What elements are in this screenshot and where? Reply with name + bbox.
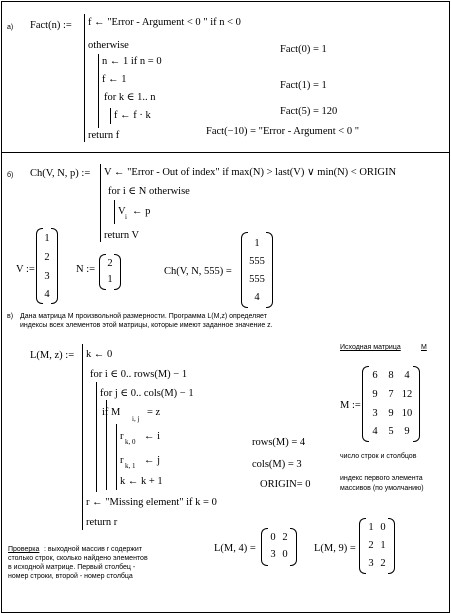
ch-line-3-assign: ← p [132,206,151,217]
l9-matrix [359,518,395,574]
l-line-5-sub: k, 0 [125,438,136,446]
l9-label: L(M, 9) = [314,543,356,554]
m-cell-2-2: 10 [401,408,413,419]
ch-result-0: 1 [254,238,260,249]
note-index-1: индекс первого элемента [340,475,423,482]
l4-cell-1-0: 3 [270,549,276,560]
rows-result: rows(M) = 4 [252,437,306,448]
m-cell-3-1: 5 [388,426,394,437]
check-line-1: : выходной массив r содержит [44,546,143,553]
check-line-4: номер строки, второй - номер столбца [8,573,133,580]
m-cell-0-0: 6 [372,370,378,381]
fact-result-neg: Fact(−10) = "Error - Argument < 0 " [206,126,359,137]
v-value-1: 2 [44,252,50,263]
source-matrix-name: M [421,344,427,351]
l-line-4-sub: i, j [132,415,140,423]
m-cell-2-0: 3 [372,408,378,419]
fact-line-3: n ← 1 if n = 0 [102,56,162,67]
fact-result-5: Fact(5) = 120 [280,106,338,117]
l-line-1: k ← 0 [86,349,113,360]
m-label: M := [340,400,361,411]
l-line-6-sub: k, 1 [125,462,136,470]
section-c-description-1: Дана матрица M произвольной размерности. Программа L(M,z) определяет [20,313,267,320]
l-line-6-assign: ← j [144,455,161,466]
fact-line-7: return f [88,130,120,141]
l-line-5-r: r [120,431,124,442]
l-line-4-if: if M [102,407,121,418]
v-label: V := [16,264,35,275]
m-cell-0-1: 8 [388,370,394,381]
l9-cell-2-0: 3 [368,558,374,569]
v-value-0: 1 [44,233,50,244]
l9-cell-1-0: 2 [368,540,374,551]
ch-result-right-paren [266,232,273,308]
fact-line-1: f ← "Error - Argument < 0 " if n < 0 [88,17,241,28]
m-cell-3-0: 4 [372,426,378,437]
v-right-paren [51,228,58,304]
n-right-paren [114,254,121,290]
section-c-description-2: индексы всех элементов этой матрицы, которые имеют заданное значение z. [20,322,273,329]
m-cell-1-0: 9 [372,389,378,400]
v-value-3: 4 [44,289,50,300]
l4-right-paren [290,528,297,566]
fact-line-6: f ← f · k [114,110,151,121]
l9-right-paren [388,518,395,574]
section-a-marker: а) [7,24,14,31]
section-divider-1 [2,152,449,153]
check-line-2: столько строк, сколько найдено элементов [8,555,148,562]
section-c-marker: в) [7,313,14,320]
fact-line-2: otherwise [88,40,129,51]
l9-cell-2-1: 2 [380,558,386,569]
ch-result-2: 555 [249,274,265,285]
v-value-2: 3 [44,271,50,282]
m-matrix [362,366,420,442]
l-definition: L(M, z) := [30,350,75,361]
fact-line-5: for k ∈ 1.. n [104,92,156,103]
ch-line-3-v: V [118,206,126,217]
l-if-bar [116,424,117,490]
l4-cell-1-1: 0 [282,549,288,560]
ch-result-3: 4 [254,292,260,303]
m-cell-1-2: 12 [401,389,413,400]
cols-result: cols(M) = 3 [252,459,302,470]
ch-line-1: V ← "Error - Out of index" if max(N) > last(V) ∨ min(N) < ORIGIN [104,167,397,178]
n-label: N := [76,264,96,275]
l-line-4-cond: = z [147,407,161,418]
l4-matrix [261,528,297,566]
l9-cell-0-1: 0 [380,522,386,533]
m-cell-1-1: 7 [388,389,394,400]
ch-line-2: for i ∈ N otherwise [108,186,190,197]
fact-loop-bar [110,108,111,124]
fact-result-0: Fact(0) = 1 [280,44,327,55]
m-right-paren [413,366,420,442]
n-value-1: 1 [107,274,113,285]
source-matrix-title: Исходная матрица [340,344,401,351]
fact-program-bar [84,14,85,142]
l-line-7: k ← k + 1 [120,476,163,487]
ch-definition: Ch(V, N, p) := [30,168,91,179]
l-program-bar [82,344,83,530]
l-line-6-r: r [120,455,124,466]
l-line-3: for j ∈ 0.. cols(M) − 1 [100,388,194,399]
l4-cell-0-0: 0 [270,532,276,543]
ch-result-1: 555 [249,256,265,267]
fact-result-1: Fact(1) = 1 [280,80,327,91]
origin-result: ORIGIN= 0 [260,479,311,490]
check-title: Проверка [8,546,40,553]
l4-label: L(M, 4) = [214,543,256,554]
section-b-marker: б) [7,172,14,179]
l-loop-i-bar [96,382,97,492]
l9-cell-0-0: 1 [368,522,374,533]
l-line-8: r ← "Missing element" if k = 0 [86,497,217,508]
note-rows-cols: число строк и столбцов [340,453,417,460]
fact-definition: Fact(n) := [30,20,72,31]
l9-cell-1-1: 1 [380,540,386,551]
l4-cell-0-1: 2 [282,532,288,543]
ch-line-3-sub: i [125,213,127,221]
m-cell-0-2: 4 [404,370,410,381]
l-line-9: return r [86,517,118,528]
n-vector [99,254,121,290]
m-cell-2-1: 9 [388,408,394,419]
ch-loop-bar [114,200,115,224]
fact-line-4: f ← 1 [102,74,127,85]
ch-result-vector [241,232,273,308]
ch-program-bar [100,164,101,242]
ch-line-4: return V [104,230,140,241]
note-index-2: массивов (по умолчанию) [340,485,424,492]
l-line-5-assign: ← i [144,431,161,442]
n-value-0: 2 [107,258,113,269]
check-line-3: в исходной матрице. Первый столбец - [8,564,136,571]
m-cell-3-2: 9 [404,426,410,437]
l-line-2: for i ∈ 0.. rows(M) − 1 [90,369,188,380]
v-vector [36,228,58,304]
ch-call-label: Ch(V, N, 555) = [164,266,232,277]
fact-inner-bar [98,54,99,128]
